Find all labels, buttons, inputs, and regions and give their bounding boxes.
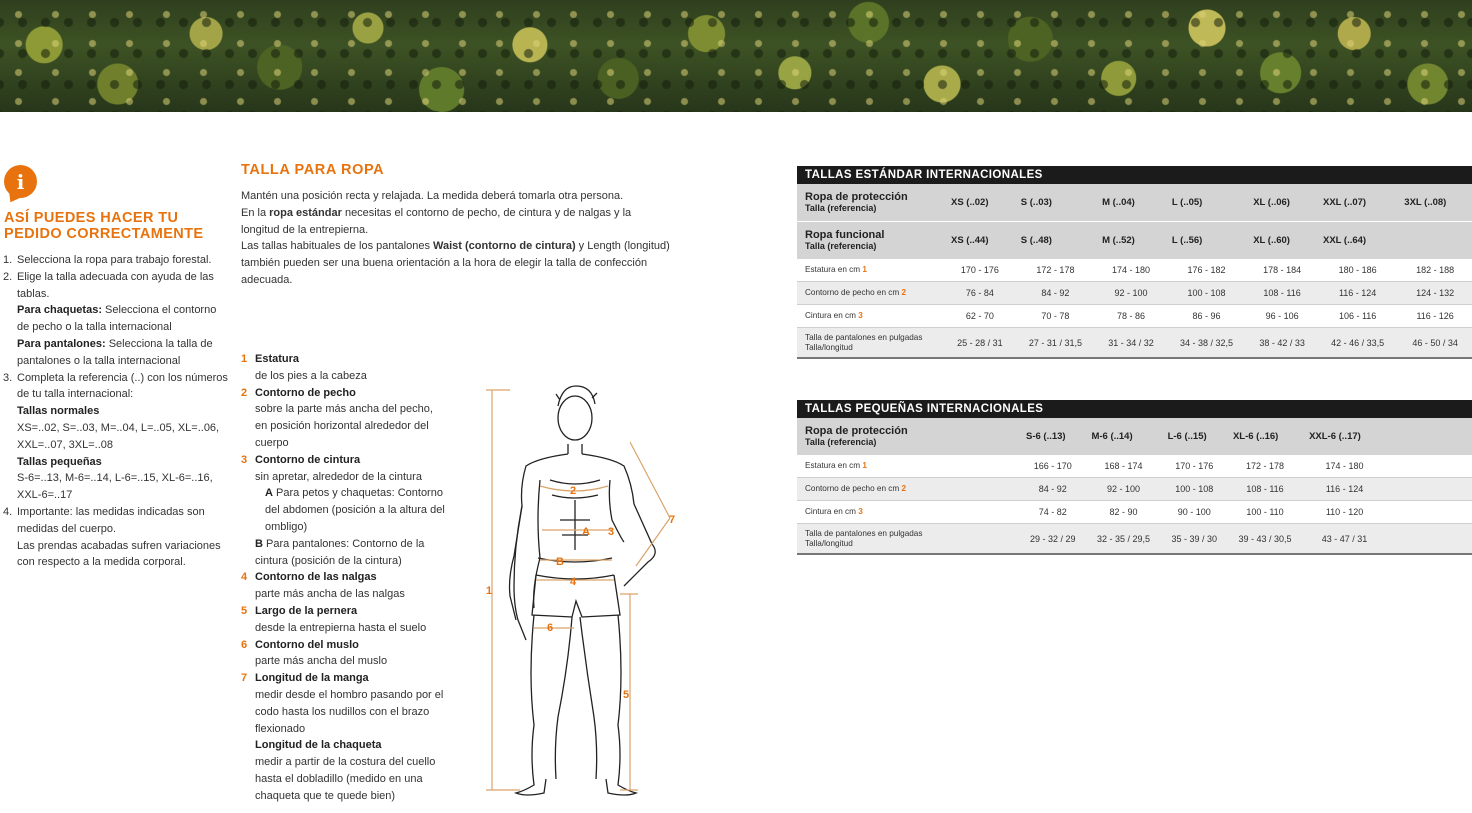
- header-label-text: Ropa de protección: [805, 424, 908, 437]
- table-header-row: [797, 418, 1472, 455]
- table-caption: TALLAS ESTÁNDAR INTERNACIONALES: [797, 166, 1472, 184]
- row-label-text: Cintura en cm: [805, 507, 859, 516]
- measure-item-3: [241, 452, 446, 570]
- measure-number: 1: [241, 353, 248, 365]
- row-label-num: 1: [862, 265, 867, 274]
- sub-label-a: A: [265, 487, 273, 500]
- table-row: [797, 305, 1472, 328]
- measure-item-4: [241, 569, 446, 603]
- table-row: [797, 328, 1472, 359]
- table-cell: 90 - 100: [1162, 501, 1227, 524]
- pants-label: Para pantalones:: [17, 337, 106, 350]
- table-cell: 74 - 82: [1020, 501, 1085, 524]
- size-header: XS (..02): [945, 184, 1015, 222]
- table-cell: 116 - 124: [1317, 282, 1398, 305]
- empty-cell: [945, 524, 1020, 555]
- normal-sizes-text: XS=..02, S=..03, M=..04, L=..05, XL=..06, XXL=..07, 3XL=..08: [17, 421, 220, 451]
- step-text: Importante: las medidas indicadas son medidas del cuerpo.: [17, 505, 205, 535]
- measure-desc: de los pies a la cabeza: [255, 369, 367, 382]
- header-sub: Talla (referencia): [805, 202, 877, 213]
- table-cell: 176 - 182: [1166, 259, 1247, 282]
- table-cell: 32 - 35 / 29,5: [1085, 524, 1161, 555]
- order-steps-list: [0, 252, 229, 571]
- size-header: [1398, 222, 1472, 260]
- intro-paragraph: [241, 188, 671, 289]
- figure-label-3: 3: [608, 526, 615, 538]
- size-header: XL (..60): [1247, 222, 1317, 260]
- measure-title: Contorno de las nalgas: [255, 571, 377, 584]
- step-text-note: Las prendas acabadas sufren variaciones con respecto a la medida corporal.: [17, 539, 221, 569]
- size-header: XS (..44): [945, 222, 1015, 260]
- empty-header-cell: [1386, 418, 1472, 455]
- table-cell: 92 - 100: [1085, 478, 1161, 501]
- measure-desc: desde la entrepierna hasta el suelo: [255, 621, 427, 634]
- empty-cell: [1386, 524, 1472, 555]
- table-cell: 31 - 34 / 32: [1096, 328, 1166, 359]
- empty-cell: [1386, 478, 1472, 501]
- measure-number: 7: [241, 672, 248, 685]
- figure-label-6: 6: [547, 622, 554, 634]
- table-cell: 38 - 42 / 33: [1247, 328, 1317, 359]
- list-item: [3, 370, 229, 504]
- standard-sizes-table: [797, 166, 1472, 359]
- measure-title: Contorno del muslo: [255, 638, 359, 651]
- measure-sub-a: [255, 485, 446, 535]
- body-measurement-figure: [480, 380, 680, 800]
- table-cell: 25 - 28 / 31: [945, 328, 1015, 359]
- step-text: Completa la referencia (..) con los números de tu talla internacional:: [17, 371, 228, 401]
- sub-label-b: B: [255, 537, 263, 550]
- header-sub: Talla (referencia): [805, 240, 877, 251]
- table-cell: 178 - 184: [1247, 259, 1317, 282]
- table-cell: 100 - 108: [1162, 478, 1227, 501]
- table-cell: 84 - 92: [1015, 282, 1096, 305]
- forest-banner-image: [0, 0, 1472, 112]
- row-label-text: Contorno de pecho en cm: [805, 484, 902, 493]
- empty-cell: [945, 455, 1020, 478]
- intro-line-3b: Waist (contorno de cintura): [433, 240, 576, 253]
- figure-label-2: 2: [570, 485, 577, 497]
- measure-number: 4: [241, 571, 248, 584]
- table-cell: 108 - 116: [1227, 478, 1303, 501]
- table-header-row: [797, 222, 1472, 260]
- size-header: 3XL (..08): [1398, 184, 1472, 222]
- jackets-label: Para chaquetas:: [17, 304, 102, 317]
- measure-item-2: [241, 385, 446, 452]
- table-cell: 70 - 78: [1015, 305, 1096, 328]
- table-cell: 35 - 39 / 30: [1162, 524, 1227, 555]
- measure-desc: parte más ancha de las nalgas: [255, 588, 405, 601]
- intro-line-2a: En la: [241, 206, 270, 219]
- table-cell: 172 - 178: [1015, 259, 1096, 282]
- figure-label-7: 7: [669, 514, 676, 526]
- normal-sizes-label: Tallas normales: [17, 405, 100, 418]
- header-label: [797, 418, 945, 455]
- table-row: [797, 282, 1472, 305]
- size-header: M (..52): [1096, 222, 1166, 260]
- step-number: 2.: [3, 270, 13, 283]
- table-cell: 96 - 106: [1247, 305, 1317, 328]
- figure-label-4: 4: [570, 576, 577, 588]
- table-cell: 46 - 50 / 34: [1398, 328, 1472, 359]
- table-cell: 62 - 70: [945, 305, 1015, 328]
- table-cell: 34 - 38 / 32,5: [1166, 328, 1247, 359]
- measure-number: 6: [241, 638, 248, 651]
- size-header: XL-6 (..16): [1227, 418, 1303, 455]
- table-cell: 76 - 84: [945, 282, 1015, 305]
- empty-cell: [945, 501, 1020, 524]
- step-number: 1.: [3, 254, 13, 266]
- measure-item-jacket-length: [241, 737, 446, 804]
- row-label-text: Talla de pantalones en pulgadas: [805, 528, 923, 538]
- row-label: [797, 478, 945, 501]
- row-label-num: 2: [901, 484, 907, 493]
- table-row: [797, 259, 1472, 282]
- intro-line-3c: y Length (longitud) también pueden ser una buena orientación a la hora de elegir la talla de confección adecuada.: [241, 240, 670, 286]
- intro-line-2c: necesitas el contorno de pecho, de cintura y de nalgas y la longitud de la entrepierna.: [241, 206, 632, 236]
- table-cell: 172 - 178: [1227, 455, 1303, 478]
- table-cell: 100 - 110: [1227, 501, 1303, 524]
- row-label-text-2: Talla/longitud: [805, 538, 853, 548]
- table-cell: 180 - 186: [1317, 259, 1398, 282]
- table-cell: 166 - 170: [1020, 455, 1085, 478]
- intro-line-3a: Las tallas habituales de los pantalones: [241, 240, 434, 253]
- sub-text-a: Para petos y chaquetas: Contorno del abdomen (posición a la altura del ombligo): [265, 487, 445, 533]
- table-row: [797, 455, 1472, 478]
- row-label-num: 3: [858, 507, 863, 516]
- table-cell: 106 - 116: [1317, 305, 1398, 328]
- row-label-num: 1: [862, 461, 867, 470]
- measure-number: 2: [241, 386, 248, 399]
- list-item: [3, 504, 229, 571]
- jackets-text: Selecciona el contorno de pecho o la talla internacional: [17, 304, 217, 334]
- size-header: M (..04): [1096, 184, 1166, 222]
- table-cell: 82 - 90: [1085, 501, 1161, 524]
- header-label-text: Ropa de protección: [805, 190, 908, 203]
- header-label: [797, 222, 945, 260]
- table-cell: 27 - 31 / 31,5: [1015, 328, 1096, 359]
- size-header: XXL (..07): [1317, 184, 1398, 222]
- table-cell: 182 - 188: [1398, 259, 1472, 282]
- table-row: [797, 501, 1472, 524]
- measure-title: Longitud de la manga: [255, 672, 369, 685]
- row-label-text-2: Talla/longitud: [805, 342, 853, 352]
- figure-label-b: B: [556, 556, 564, 568]
- figure-label-5: 5: [623, 689, 630, 701]
- measurement-guide: [241, 351, 446, 805]
- measure-item-7: [241, 670, 446, 737]
- table-cell: 100 - 108: [1166, 282, 1247, 305]
- table-cell: 116 - 124: [1303, 478, 1386, 501]
- size-header: M-6 (..14): [1085, 418, 1161, 455]
- measure-item-5: [241, 603, 446, 637]
- size-header: XXL-6 (..17): [1303, 418, 1386, 455]
- row-label: [797, 282, 945, 305]
- pants-text: Selecciona la talla de pantalones o la talla internacional: [17, 337, 213, 367]
- row-label: [797, 328, 945, 359]
- row-label: [797, 259, 945, 282]
- size-header: S (..48): [1015, 222, 1096, 260]
- step-number: 3.: [3, 371, 13, 384]
- table-cell: 78 - 86: [1096, 305, 1166, 328]
- measure-number: 3: [241, 453, 248, 466]
- measure-title: Largo de la pernera: [255, 604, 358, 617]
- list-item: [3, 252, 229, 269]
- row-label-text: Contorno de pecho en cm: [805, 288, 902, 297]
- table-cell: 168 - 174: [1085, 455, 1161, 478]
- table-caption: TALLAS PEQUEÑAS INTERNACIONALES: [797, 400, 1472, 418]
- table-cell: 170 - 176: [945, 259, 1015, 282]
- measure-title: Estatura: [255, 353, 300, 365]
- measure-title: Longitud de la chaqueta: [255, 739, 382, 752]
- measure-desc: sobre la parte más ancha del pecho, en posición horizontal alrededor del cuerpo: [255, 403, 433, 449]
- small-sizes-label: Tallas pequeñas: [17, 455, 102, 468]
- row-label-text: Estatura en cm: [805, 461, 863, 470]
- size-header: L (..56): [1166, 222, 1247, 260]
- row-label-num: 2: [901, 288, 907, 297]
- size-header: L-6 (..15): [1162, 418, 1227, 455]
- row-label: [797, 455, 945, 478]
- table-row: [797, 478, 1472, 501]
- empty-cell: [1386, 501, 1472, 524]
- table-cell: 116 - 126: [1398, 305, 1472, 328]
- measure-desc: medir desde el hombro pasando por el codo hasta los nudillos con el brazo flexionado: [255, 688, 444, 735]
- row-label-num: 3: [858, 311, 863, 320]
- header-label-text: Ropa funcional: [805, 228, 885, 241]
- info-icon: [4, 165, 37, 198]
- table-cell: 84 - 92: [1020, 478, 1085, 501]
- measure-desc: sin apretar, alrededor de la cintura: [255, 470, 422, 483]
- table-header-row: [797, 184, 1472, 222]
- sub-text-b: Para pantalones: Contorno de la cintura (posición de la cintura): [255, 537, 425, 567]
- step-text: Elige la talla adecuada con ayuda de las tablas.: [17, 270, 214, 300]
- table-cell: 170 - 176: [1162, 455, 1227, 478]
- figure-label-1: 1: [486, 585, 493, 597]
- row-label-text: Cintura en cm: [805, 311, 859, 320]
- table-cell: 86 - 96: [1166, 305, 1247, 328]
- intro-line-1: Mantén una posición recta y relajada. La medida deberá tomarla otra persona.: [241, 190, 624, 202]
- measure-item-6: [241, 637, 446, 671]
- empty-header-cell: [945, 418, 1020, 455]
- step-text: Selecciona la ropa para trabajo forestal.: [17, 254, 212, 266]
- measure-sub-b: [255, 536, 446, 570]
- figure-label-a: A: [582, 526, 590, 538]
- table-cell: 174 - 180: [1096, 259, 1166, 282]
- row-label: [797, 305, 945, 328]
- measure-desc: medir a partir de la costura del cuello hasta el dobladillo (medido en una chaqueta que te quede bien): [255, 756, 436, 802]
- measure-item-1: [241, 351, 446, 385]
- empty-cell: [945, 478, 1020, 501]
- table-cell: 110 - 120: [1303, 501, 1386, 524]
- small-sizes-text: S-6=..13, M-6=..14, L-6=..15, XL-6=..16, XXL-6=..17: [17, 472, 213, 502]
- step-number: 4.: [3, 505, 13, 518]
- measure-title: Contorno de pecho: [255, 386, 356, 399]
- size-header: S (..03): [1015, 184, 1096, 222]
- table-cell: 39 - 43 / 30,5: [1227, 524, 1303, 555]
- size-header: XL (..06): [1247, 184, 1317, 222]
- row-label-text: Talla de pantalones en pulgadas: [805, 332, 923, 342]
- intro-line-2b: ropa estándar: [269, 206, 342, 219]
- empty-cell: [1386, 455, 1472, 478]
- order-instructions-title: ASÍ PUEDES HACER TU PEDIDO CORRECTAMENTE: [4, 210, 204, 242]
- table-cell: 92 - 100: [1096, 282, 1166, 305]
- size-header: XXL (..64): [1317, 222, 1398, 260]
- measure-title: Contorno de cintura: [255, 453, 361, 466]
- info-icon-letter: i: [16, 169, 25, 194]
- table-row: [797, 524, 1472, 555]
- row-label: [797, 524, 945, 555]
- header-sub: Talla (referencia): [805, 436, 877, 447]
- table-cell: 124 - 132: [1398, 282, 1472, 305]
- row-label-text: Estatura en cm: [805, 265, 863, 274]
- table-cell: 108 - 116: [1247, 282, 1317, 305]
- table-cell: 43 - 47 / 31: [1303, 524, 1386, 555]
- clothing-size-title: TALLA PARA ROPA: [241, 162, 385, 178]
- table-cell: 29 - 32 / 29: [1020, 524, 1085, 555]
- size-header: S-6 (..13): [1020, 418, 1085, 455]
- row-label: [797, 501, 945, 524]
- size-header: L (..05): [1166, 184, 1247, 222]
- table-cell: 42 - 46 / 33,5: [1317, 328, 1398, 359]
- small-sizes-table: [797, 400, 1472, 555]
- table-cell: 174 - 180: [1303, 455, 1386, 478]
- measure-number: 5: [241, 604, 248, 617]
- list-item: [3, 269, 229, 370]
- header-label: [797, 184, 945, 222]
- measure-desc: parte más ancha del muslo: [255, 655, 388, 668]
